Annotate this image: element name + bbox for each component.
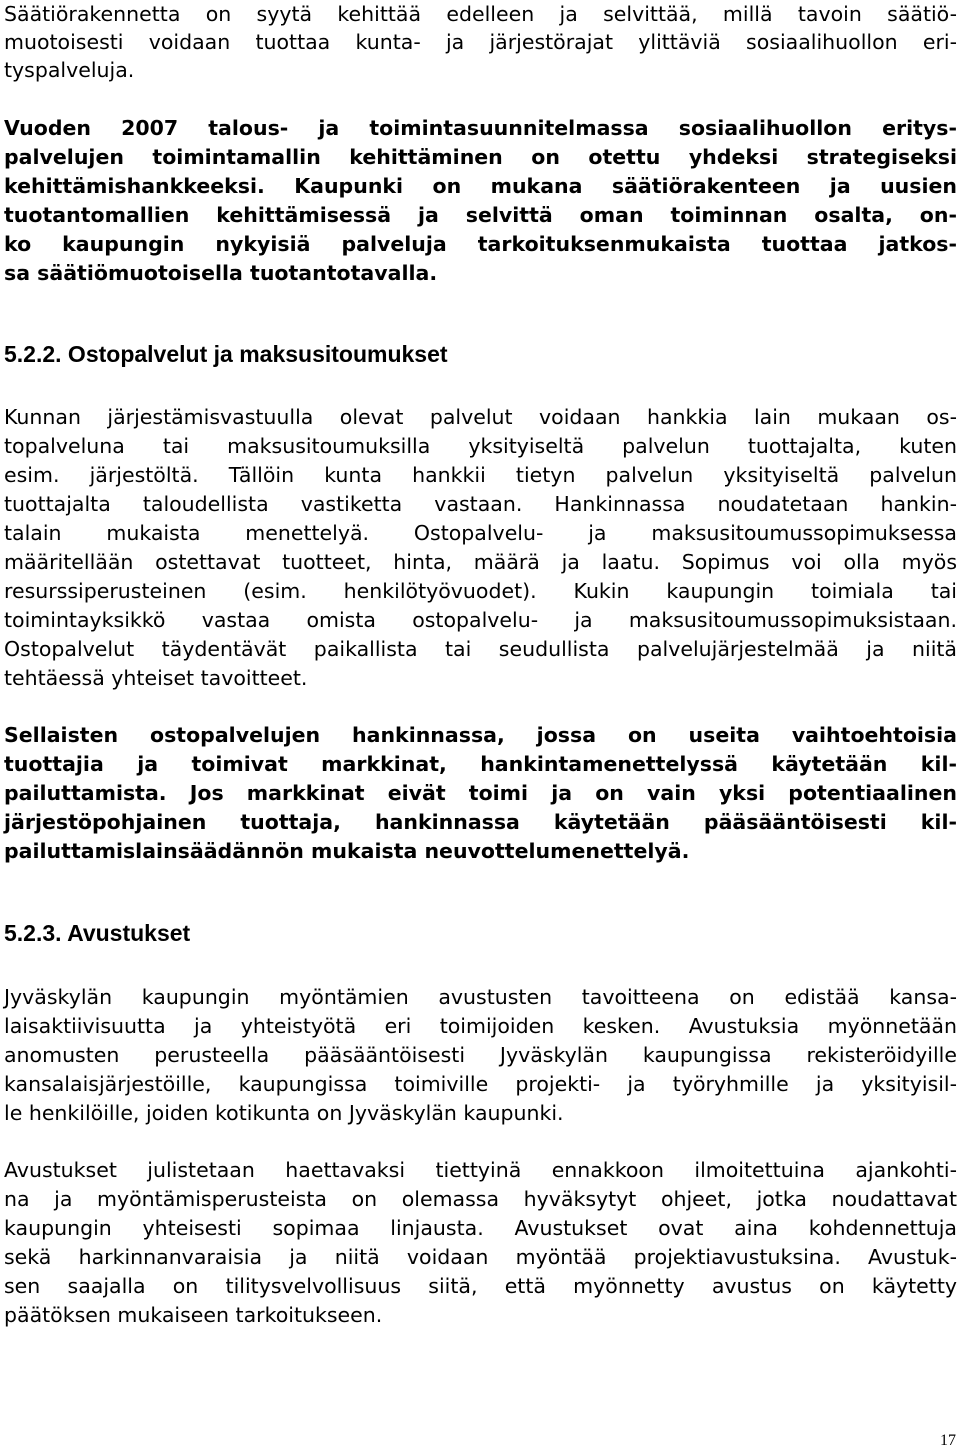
text-line: Jyväskylän kaupungin myöntämien avustusten tavoitteena on edistää kansa- — [4, 985, 957, 1009]
text-line: kaupungin yhteisesti sopimaa linjausta. Avustukset ovat aina kohdennettuja — [4, 1216, 957, 1240]
text-line: Vuoden 2007 talous- ja toimintasuunnitelmassa sosiaalihuollon eritys- — [4, 116, 957, 140]
text-line: muotoisesti voidaan tuottaa kunta- ja järjestörajat ylittäviä sosiaalihuollon eri- — [4, 30, 957, 54]
text-line: kansalaisjärjestöille, kaupungissa toimiville projekti- ja työryhmille ja yksityisil- — [4, 1072, 957, 1096]
text-line: sekä harkinnanvaraisia ja niitä voidaan myöntää projektiavustuksina. Avustuk- — [4, 1245, 957, 1269]
text-line: pailuttamislainsäädännön mukaista neuvottelumenettelyä. — [4, 839, 690, 863]
text-line: Säätiörakennetta on syytä kehittää edelleen ja selvittää, millä tavoin säätiö- — [4, 2, 957, 26]
text-line: le henkilöille, joiden kotikunta on Jyväskylän kaupunki. — [4, 1101, 564, 1125]
text-line: järjestöpohjainen tuottaja, hankinnassa käytetään pääsääntöisesti kil- — [4, 810, 957, 834]
text-line: esim. järjestöltä. Tällöin kunta hankkii tietyn palvelun yksityiseltä palvelun — [4, 463, 957, 487]
text-line: Ostopalvelut täydentävät paikallista tai seudullista palvelujärjestelmää ja niitä — [4, 637, 957, 661]
text-line: na ja myöntämisperusteista on olemassa hyväksytyt ohjeet, jotka noudattavat — [4, 1187, 957, 1211]
section-heading: 5.2.2. Ostopalvelut ja maksusitoumukset — [4, 341, 448, 367]
text-line: tyspalveluja. — [4, 58, 135, 82]
text-line: Avustukset julistetaan haettavaksi tiettyinä ennakkoon ilmoitettuina ajankohti- — [4, 1158, 957, 1182]
document-page — [4, 0, 957, 1451]
text-line: sa säätiömuotoisella tuotantotavalla. — [4, 261, 438, 285]
text-line: sen saajalla on tilitysvelvollisuus siitä, että myönnetty avustus on käytetty — [4, 1274, 957, 1298]
text-line: anomusten perusteella pääsääntöisesti Jyväskylän kaupungissa rekisteröidyille — [4, 1043, 957, 1067]
text-line: määritellään ostettavat tuotteet, hinta, määrä ja laatu. Sopimus voi olla myös — [4, 550, 957, 574]
text-line: laisaktiivisuutta ja yhteistyötä eri toimijoiden kesken. Avustuksia myönnetään — [4, 1014, 957, 1038]
page-number: 17 — [940, 1432, 956, 1449]
text-line: ko kaupungin nykyisiä palveluja tarkoituksenmukaista tuottaa jatkos- — [4, 232, 957, 256]
text-line: tehtäessä yhteiset tavoitteet. — [4, 666, 308, 690]
text-line: tuotantomallien kehittämisessä ja selvittä oman toiminnan osalta, on- — [4, 203, 957, 227]
text-line: tuottajia ja toimivat markkinat, hankintamenettelyssä käytetään kil- — [4, 752, 957, 776]
text-line: talain mukaista menettelyä. Ostopalvelu- ja maksusitoumussopimuksessa — [4, 521, 957, 545]
text-line: kehittämishankkeeksi. Kaupunki on mukana säätiörakenteen ja uusien — [4, 174, 957, 198]
text-line: päätöksen mukaiseen tarkoitukseen. — [4, 1303, 383, 1327]
text-line: Kunnan järjestämisvastuulla olevat palvelut voidaan hankkia lain mukaan os- — [4, 405, 957, 429]
section-heading: 5.2.3. Avustukset — [4, 920, 191, 946]
text-line: pailuttamista. Jos markkinat eivät toimi ja on vain yksi potentiaalinen — [4, 781, 957, 805]
text-line: toimintayksikkö vastaa omista ostopalvelu- ja maksusitoumussopimuksistaan. — [4, 608, 957, 632]
text-line: tuottajalta taloudellista vastiketta vastaan. Hankinnassa noudatetaan hankin- — [4, 492, 957, 516]
text-line: Sellaisten ostopalvelujen hankinnassa, jossa on useita vaihtoehtoisia — [4, 723, 957, 747]
text-line: resurssiperusteinen (esim. henkilötyövuodet). Kukin kaupungin toimiala tai — [4, 579, 957, 603]
text-line: palvelujen toimintamallin kehittäminen on otettu yhdeksi strategiseksi — [4, 145, 957, 169]
text-line: topalveluna tai maksusitoumuksilla yksityiseltä palvelun tuottajalta, kuten — [4, 434, 957, 458]
